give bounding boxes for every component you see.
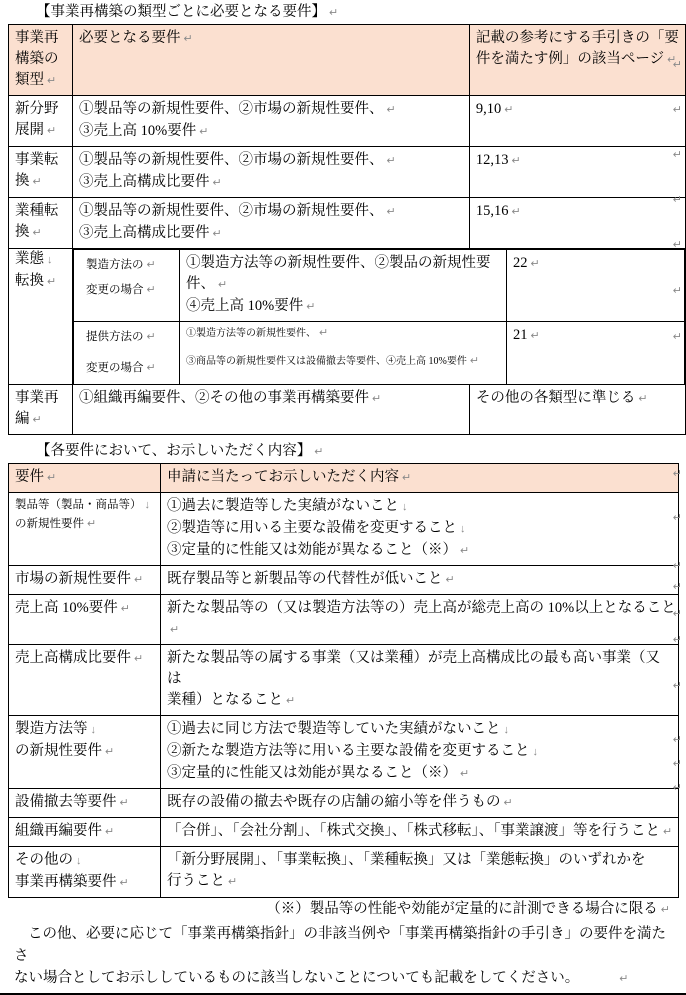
header-requirement-label: 要件 bbox=[15, 469, 44, 485]
pilcrow-icon: ↵ bbox=[218, 279, 228, 291]
pilcrow-icon: ↵ bbox=[32, 414, 42, 426]
pilcrow-icon: ↵ bbox=[530, 258, 540, 270]
footer-paragraph-line2: ない場合としてお示ししているものに該当しないことについても記載をしてください。 bbox=[14, 970, 580, 986]
pilcrow-icon: ↵ bbox=[372, 393, 382, 405]
footer-paragraph-line1: この他、必要に応じて「事業再構築指針」の非該当例や「事業再構築指針の手引き」の要件を満たさ bbox=[14, 926, 666, 964]
pilcrow-icon: ↵ bbox=[402, 472, 412, 484]
requirement-line: ①製造方法等の新規性要件、②製品の新規性要件、 ↵ bbox=[186, 255, 491, 292]
pilcrow-icon: ↵ bbox=[672, 581, 682, 593]
requirement-line: ①製造方法等の新規性要件、 ↵ bbox=[186, 327, 329, 339]
content-line: 行うこと ↵ bbox=[167, 873, 238, 889]
pilcrow-icon: ↵ bbox=[120, 603, 130, 615]
header-page-ref-line2: 件を満たす例」の該当ページ ↵ bbox=[475, 51, 677, 67]
table-row bbox=[9, 385, 686, 435]
content-line: 業種）となること ↵ bbox=[167, 692, 296, 708]
table-header-row bbox=[9, 464, 679, 493]
pilcrow-icon: ↵ bbox=[319, 327, 329, 339]
row-type-label: 新分野展開 bbox=[15, 101, 59, 138]
page-number-label: 15,16 bbox=[475, 203, 509, 219]
pilcrow-icon: ↵ bbox=[460, 768, 470, 780]
table-row bbox=[9, 493, 679, 566]
row-content-cell bbox=[161, 493, 679, 566]
content-line: ①過去に同じ方法で製造等していた実績がないこと ↓ bbox=[167, 721, 509, 737]
requirement-name-line: の新規性要件 ↵ bbox=[15, 518, 97, 530]
content-line: 「合併」、「会社分割」、「株式交換」、「株式移転」、「事業譲渡」等を行うこと bbox=[167, 823, 660, 839]
down-arrow-icon: ↓ bbox=[76, 855, 82, 867]
page-number-label: 22 bbox=[513, 255, 528, 271]
gyotai-condition-cell bbox=[74, 250, 180, 322]
row-type-cell-gyotai bbox=[9, 249, 73, 385]
gyotai-label-line1: 業態 ↓ bbox=[15, 251, 53, 267]
section2-heading bbox=[0, 439, 686, 463]
table-header-row bbox=[9, 25, 686, 96]
requirement-name-line: その他の ↓ bbox=[15, 852, 82, 868]
pilcrow-icon: ↵ bbox=[511, 155, 521, 167]
pilcrow-icon: ↵ bbox=[119, 877, 129, 889]
section1-table-wrapper bbox=[0, 24, 686, 435]
down-arrow-icon: ↓ bbox=[460, 523, 466, 535]
requirement-name-line: 事業再構築要件 ↵ bbox=[15, 874, 129, 890]
gyotai-sub-row bbox=[74, 250, 685, 322]
down-arrow-icon: ↓ bbox=[47, 254, 53, 266]
down-arrow-icon: ↓ bbox=[90, 724, 96, 736]
pilcrow-icon: ↵ bbox=[183, 33, 193, 45]
pilcrow-icon: ↵ bbox=[314, 446, 324, 458]
pilcrow-icon: ↵ bbox=[170, 624, 180, 636]
table-row bbox=[9, 147, 686, 198]
requirement-name-line: 組織再編要件 bbox=[15, 823, 102, 839]
section1-heading-text: 【事業再構築の類型ごとに必要となる要件】 bbox=[36, 4, 326, 20]
row-requirement-cell bbox=[9, 645, 161, 716]
pilcrow-icon: ↵ bbox=[504, 104, 514, 116]
row-content-cell bbox=[161, 847, 679, 898]
pilcrow-icon: ↵ bbox=[386, 155, 396, 167]
requirement-line: ③売上高構成比要件 ↵ bbox=[79, 174, 222, 190]
pilcrow-icon: ↵ bbox=[619, 973, 629, 985]
row-content-cell bbox=[161, 818, 679, 847]
pilcrow-icon: ↵ bbox=[212, 177, 222, 189]
pilcrow-icon: ↵ bbox=[503, 797, 513, 809]
row-content-cell bbox=[161, 789, 679, 818]
header-cell-content bbox=[161, 464, 679, 493]
down-arrow-icon: ↓ bbox=[532, 746, 538, 758]
table-row bbox=[9, 716, 679, 789]
pilcrow-icon: ↵ bbox=[672, 634, 682, 646]
content-line: ②製造等に用いる主要な設備を変更すること ↓ bbox=[167, 520, 466, 536]
requirement-line: ①製品等の新規性要件、②市場の新規性要件、 ↵ bbox=[79, 152, 396, 168]
pilcrow-icon: ↵ bbox=[329, 7, 339, 19]
header-cell-page-reference bbox=[469, 25, 685, 96]
pilcrow-icon: ↵ bbox=[47, 75, 57, 87]
table-row bbox=[9, 96, 686, 147]
pilcrow-icon: ↵ bbox=[672, 512, 682, 524]
row-page-cell bbox=[469, 198, 685, 249]
pilcrow-icon: ↵ bbox=[672, 734, 682, 746]
row-page-cell bbox=[469, 147, 685, 198]
row-content-cell bbox=[161, 716, 679, 789]
condition-line: 変更の場合 ↵ bbox=[86, 284, 156, 296]
pilcrow-icon: ↵ bbox=[386, 206, 396, 218]
table-row bbox=[9, 645, 679, 716]
table-row-gyotai bbox=[9, 249, 686, 385]
requirement-details-table bbox=[8, 463, 679, 898]
pilcrow-icon: ↵ bbox=[672, 194, 682, 206]
table-row bbox=[9, 818, 679, 847]
row-requirement-cell bbox=[9, 493, 161, 566]
pilcrow-icon: ↵ bbox=[146, 284, 156, 296]
header-type-label: 事業再構築の類型 bbox=[15, 30, 59, 88]
requirement-name-line: 売上高 10%要件 bbox=[15, 600, 118, 616]
row-requirement-cell bbox=[9, 818, 161, 847]
row-requirements-cell bbox=[73, 198, 470, 249]
pilcrow-icon: ↵ bbox=[672, 782, 682, 794]
row-type-label: 事業転換 bbox=[15, 152, 59, 189]
pilcrow-icon: ↵ bbox=[672, 680, 682, 692]
footnote-text: （※）製品等の性能や効能が定量的に計測できる場合に限る bbox=[266, 901, 658, 917]
pilcrow-icon: ↵ bbox=[87, 518, 97, 530]
footnote-note bbox=[0, 899, 686, 921]
pilcrow-icon: ↵ bbox=[146, 259, 156, 271]
content-line: 「新分野展開」、「事業転換」、「業種転換」又は「業態転換」のいずれかを bbox=[167, 852, 646, 868]
pilcrow-icon: ↵ bbox=[530, 330, 540, 342]
header-cell-type bbox=[9, 25, 73, 96]
pilcrow-icon: ↵ bbox=[672, 331, 682, 343]
section2-table-wrapper bbox=[0, 463, 686, 898]
pilcrow-icon: ↵ bbox=[445, 574, 455, 586]
row-page-cell bbox=[469, 385, 685, 435]
page-number-label: 12,13 bbox=[475, 152, 509, 168]
content-line: ②新たな製造方法等に用いる主要な設備を変更すること ↓ bbox=[167, 743, 538, 759]
pilcrow-icon: ↵ bbox=[638, 393, 648, 405]
row-page-cell bbox=[469, 96, 685, 147]
content-line: ③定量的に性能又は効能が異なること（※） ↵ bbox=[167, 542, 470, 558]
requirement-line: ①製品等の新規性要件、②市場の新規性要件、 ↵ bbox=[79, 101, 396, 117]
section2-heading-text: 【各要件において、お示しいただく内容】 bbox=[36, 443, 312, 459]
pilcrow-icon: ↵ bbox=[667, 54, 677, 66]
pilcrow-icon: ↵ bbox=[105, 746, 115, 758]
gyotai-sub-row bbox=[74, 322, 685, 385]
pilcrow-icon: ↵ bbox=[105, 826, 115, 838]
row-type-cell bbox=[9, 385, 73, 435]
pilcrow-icon: ↵ bbox=[672, 149, 682, 161]
pilcrow-icon: ↵ bbox=[286, 695, 296, 707]
pilcrow-icon: ↵ bbox=[672, 560, 682, 572]
row-requirements-cell bbox=[73, 147, 470, 198]
requirement-line: ④売上高 10%要件 ↵ bbox=[186, 298, 316, 314]
down-arrow-icon: ↓ bbox=[402, 501, 408, 513]
pilcrow-icon: ↵ bbox=[212, 228, 222, 240]
pilcrow-icon: ↵ bbox=[660, 904, 670, 916]
gyotai-subtable bbox=[73, 249, 685, 384]
requirement-name-line: 製造方法等 ↓ bbox=[15, 721, 96, 737]
down-arrow-icon: ↓ bbox=[503, 724, 509, 736]
row-requirement-cell bbox=[9, 716, 161, 789]
row-type-cell bbox=[9, 96, 73, 147]
pilcrow-icon: ↵ bbox=[134, 653, 144, 665]
row-requirements-cell bbox=[73, 96, 470, 147]
pilcrow-icon: ↵ bbox=[672, 239, 682, 251]
row-requirements-cell bbox=[73, 385, 470, 435]
row-requirement-cell bbox=[9, 847, 161, 898]
row-requirement-cell bbox=[9, 789, 161, 818]
page-number-label: 21 bbox=[513, 327, 528, 343]
requirement-line: ③売上高構成比要件 ↵ bbox=[79, 225, 222, 241]
footer-paragraph bbox=[0, 923, 686, 967]
gyotai-requirements-cell bbox=[180, 250, 507, 322]
pilcrow-icon: ↵ bbox=[672, 608, 682, 620]
header-cell-requirements bbox=[73, 25, 470, 96]
requirement-name-line: の新規性要件 ↵ bbox=[15, 743, 115, 759]
requirement-name-line: 市場の新規性要件 bbox=[15, 571, 131, 587]
page-number-label: その他の各類型に準じる bbox=[475, 390, 636, 406]
pilcrow-icon: ↵ bbox=[511, 206, 521, 218]
table-row bbox=[9, 198, 686, 249]
gyotai-requirements-cell bbox=[180, 322, 507, 385]
content-line: ③定量的に性能又は効能が異なること（※） ↵ bbox=[167, 765, 470, 781]
requirement-line: ①組織再編要件、②その他の事業再構築要件 bbox=[79, 390, 369, 406]
header-content-label: 申請に当たってお示しいただく内容 bbox=[167, 469, 399, 485]
row-requirement-cell bbox=[9, 566, 161, 595]
pilcrow-icon: ↵ bbox=[306, 301, 316, 313]
condition-line: 提供方法の ↵ bbox=[86, 331, 156, 343]
requirement-name-line: 設備撤去等要件 bbox=[15, 794, 117, 810]
footer-paragraph-line2-wrap bbox=[0, 967, 686, 990]
header-cell-requirement bbox=[9, 464, 161, 493]
gyotai-condition-cell bbox=[74, 322, 180, 385]
content-line: ①過去に製造等した実績がないこと ↓ bbox=[167, 498, 408, 514]
pilcrow-icon: ↵ bbox=[146, 331, 156, 343]
gyotai-page-cell bbox=[507, 250, 685, 322]
pilcrow-icon: ↵ bbox=[469, 355, 480, 367]
header-page-ref-line1: 記載の参考にする手引きの「要 bbox=[475, 30, 679, 46]
pilcrow-icon: ↵ bbox=[32, 227, 42, 239]
gyotai-label-line2: 転換 ↵ bbox=[15, 273, 57, 289]
pilcrow-icon: ↵ bbox=[672, 758, 682, 770]
requirement-line: ③売上高 10%要件 ↵ bbox=[79, 123, 209, 139]
pilcrow-icon: ↵ bbox=[672, 59, 682, 71]
pilcrow-icon: ↵ bbox=[146, 362, 156, 374]
condition-line: 変更の場合 ↵ bbox=[86, 362, 156, 374]
pilcrow-icon: ↵ bbox=[119, 797, 129, 809]
condition-line: 製造方法の ↵ bbox=[86, 259, 156, 271]
table-row bbox=[9, 789, 679, 818]
row-content-cell bbox=[161, 595, 679, 645]
row-content-cell bbox=[161, 645, 679, 716]
down-arrow-icon: ↓ bbox=[144, 499, 150, 511]
table-row bbox=[9, 595, 679, 645]
requirement-name-line: 売上高構成比要件 bbox=[15, 650, 131, 666]
content-line: 既存の設備の撤去や既存の店舗の縮小等を伴うもの bbox=[167, 794, 501, 810]
pilcrow-icon: ↵ bbox=[672, 104, 682, 116]
row-content-cell bbox=[161, 566, 679, 595]
pilcrow-icon: ↵ bbox=[47, 276, 57, 288]
content-line: 新たな製品等の（又は製造方法等の）売上高が総売上高の 10%以上となること bbox=[167, 600, 676, 616]
row-type-cell bbox=[9, 147, 73, 198]
requirements-by-type-table bbox=[8, 24, 686, 435]
row-type-label: 業種転換 bbox=[15, 203, 59, 240]
pilcrow-icon: ↵ bbox=[460, 545, 470, 557]
table-row bbox=[9, 566, 679, 595]
pilcrow-icon: ↵ bbox=[47, 472, 57, 484]
requirement-name-line: 製品等（製品・商品等） ↓ bbox=[15, 499, 150, 511]
pilcrow-icon: ↵ bbox=[228, 876, 238, 888]
row-type-cell bbox=[9, 198, 73, 249]
pilcrow-icon: ↵ bbox=[32, 176, 42, 188]
pilcrow-icon: ↵ bbox=[663, 826, 673, 838]
content-line: 既存製品等と新製品等の代替性が低いこと bbox=[167, 571, 443, 587]
content-line: 新たな製品等の属する事業（又は業種）が売上高構成比の最も高い事業（又は bbox=[167, 650, 660, 687]
header-requirements-label: 必要となる要件 bbox=[79, 30, 181, 46]
row-requirement-cell bbox=[9, 595, 161, 645]
requirement-line: ③商品等の新規性要件又は設備撤去等要件、④売上高 10%要件 ↵ bbox=[186, 355, 480, 367]
pilcrow-icon: ↵ bbox=[47, 125, 57, 137]
gyotai-page-cell bbox=[507, 322, 685, 385]
section1-heading bbox=[0, 0, 686, 24]
pilcrow-icon: ↵ bbox=[672, 285, 682, 297]
pilcrow-icon: ↵ bbox=[672, 468, 682, 480]
requirement-line: ①製品等の新規性要件、②市場の新規性要件、 ↵ bbox=[79, 203, 396, 219]
page-number-label: 9,10 bbox=[475, 101, 502, 117]
pilcrow-icon: ↵ bbox=[134, 574, 144, 586]
gyotai-nested-wrapper bbox=[73, 249, 686, 385]
table-row bbox=[9, 847, 679, 898]
pilcrow-icon: ↵ bbox=[386, 104, 396, 116]
row-type-label: 事業再編 bbox=[15, 390, 59, 427]
pilcrow-icon: ↵ bbox=[199, 126, 209, 138]
